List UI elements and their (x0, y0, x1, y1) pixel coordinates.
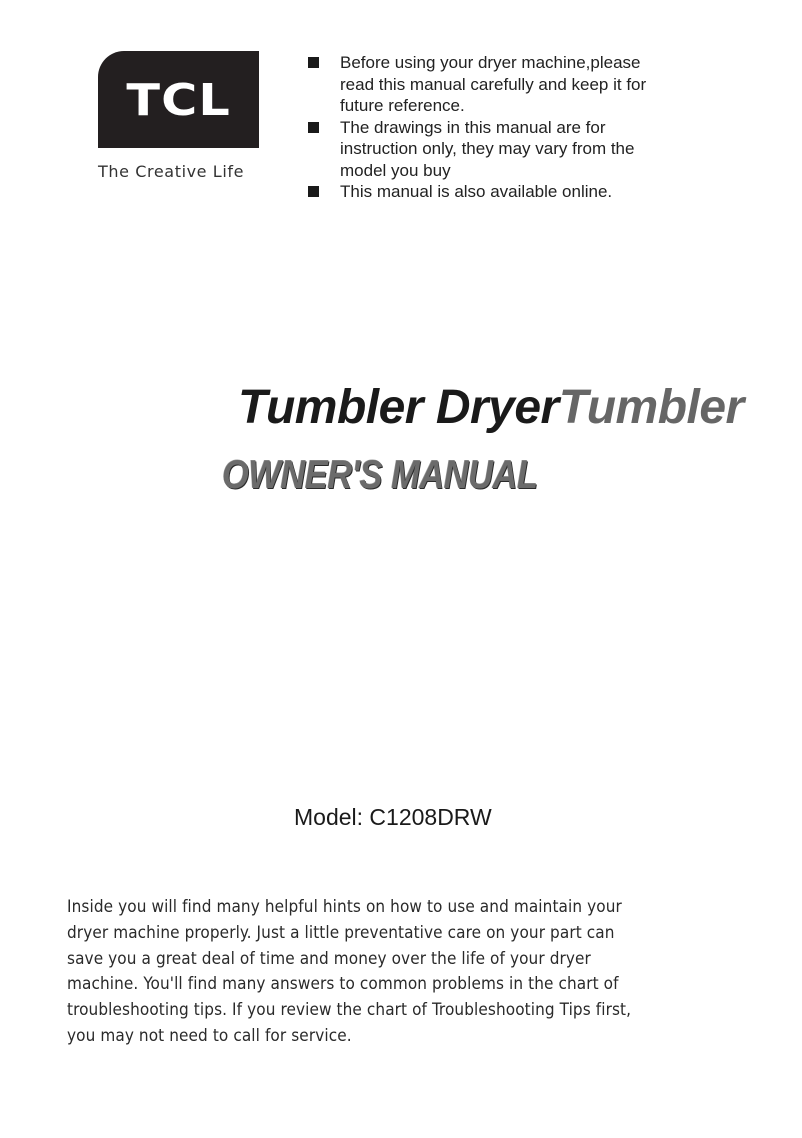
intro-line: save you a great deal of time and money over the life of your dryer (67, 948, 591, 969)
title-main: Tumbler Dryer (238, 381, 559, 434)
intro-line: you may not need to call for service. (67, 1025, 352, 1046)
note-line: future reference. (340, 96, 465, 115)
preface-notes (305, 52, 725, 203)
square-bullet-icon (308, 122, 319, 133)
note-line: read this manual carefully and keep it for (340, 74, 647, 94)
note-item (305, 117, 725, 182)
logo-text: TCL (126, 75, 231, 126)
intro-line: machine. You'll find many answers to common problems in the chart of (67, 974, 619, 995)
square-bullet-icon (308, 57, 319, 68)
document-subtitle: OWNER'S MANUAL (222, 453, 538, 497)
tcl-logo (98, 51, 259, 148)
note-item (305, 181, 725, 203)
note-line: instruction only, they may vary from the (340, 139, 635, 158)
intro-line: Inside you will find many helpful hints on how to use and maintain your (67, 897, 622, 917)
note-line: model you buy (340, 160, 451, 180)
note-item (305, 52, 725, 117)
document-title (238, 380, 744, 435)
intro-paragraph (67, 895, 757, 1050)
intro-line: dryer machine properly. Just a little preventative care on your part can (67, 922, 615, 943)
model-number: Model: C1208DRW (294, 804, 492, 830)
note-line: Before using your dryer machine,please (340, 53, 641, 72)
intro-line: troubleshooting tips. If you review the chart of Troubleshooting Tips first, (67, 1000, 632, 1021)
note-line: This manual is also available online. (340, 182, 613, 201)
brand-tagline: The Creative Life (98, 162, 245, 181)
note-line: The drawings in this manual are for (340, 117, 606, 137)
square-bullet-icon (308, 186, 319, 197)
title-echo: Tumbler (558, 381, 744, 434)
